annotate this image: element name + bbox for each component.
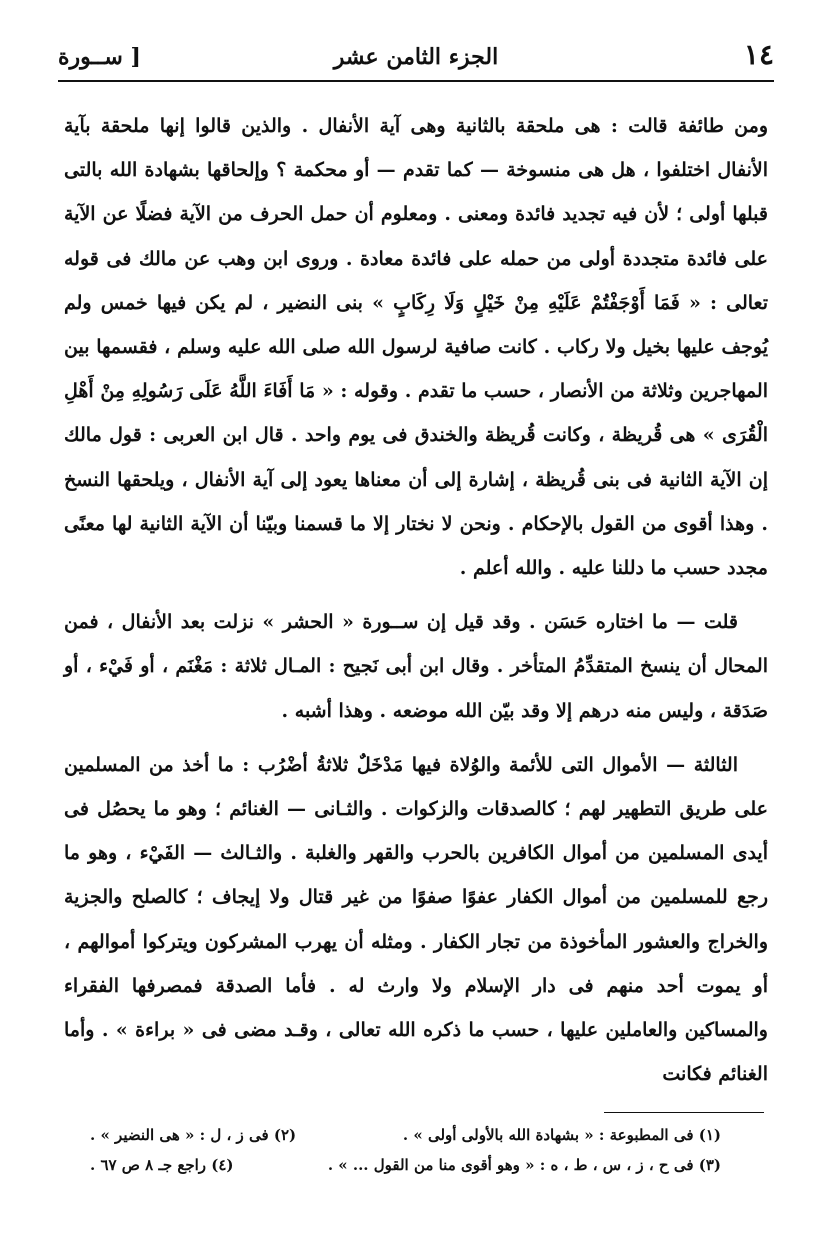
header-rule bbox=[58, 80, 774, 82]
footnotes bbox=[90, 1120, 721, 1180]
footnote-3: (٣) فى ح ، ز ، س ، ط ، ه : « وهو أقوى منا من القول ... » . bbox=[327, 1156, 721, 1174]
main-text bbox=[64, 104, 768, 1096]
footnote-1: (١) فى المطبوعة : « بشهادة الله بالأولى أولى » . bbox=[402, 1126, 721, 1144]
footnote-2: (٢) فى ز ، ل : « هى النضير » . bbox=[90, 1126, 297, 1144]
surah-label: [ ســورة bbox=[58, 44, 141, 70]
footnote-row-2 bbox=[90, 1150, 721, 1180]
paragraph-3: الثالثة — الأموال التى للأئمة والوُلاة فيها مَدْخَلٌ ثلاثةُ أضْرُب : ما أخذ من المسلمين على طريق التطهير لهم ؛ كالصدقات والزكوات . والثـانى — الغنائم ؛ وهو ما يحصُل فى أيدى المسلمين من أموال الكافرين بالحرب والقهر والغلبة . والثـالث — الفَيْء ، وهو ما رجع للمسلمين من أموال الكفار عفوًا صفوًا من غير قتال ولا إيجاف ؛ كالصلح والجزية والخراج والعشور المأخوذة من تجار الكفار . ومثله أن يهرب المشركون ويتركوا أموالهم ، أو يموت أحد منهم فى دار الإسلام ولا وارث له . فأما الصدقة فمصرفها الفقراء والمساكين والعاملين عليها ، حسب ما ذكره الله تعالى ، وقـد مضى فى « براءة » . وأما الغنائم فكانت bbox=[64, 753, 768, 1086]
page-number: ١٤ bbox=[743, 38, 774, 71]
page-header bbox=[58, 38, 774, 78]
paragraph-2: قلت — ما اختاره حَسَن . وقد قيل إن ســورة « الحشر » نزلت بعد الأنفال ، فمن المحال أن ينسخ المتقدِّمُ المتأخر . وقال ابن أبى نَجيح : المـال ثلاثة : مَغْنَم ، أو فَيْء ، أو صَدَقة ، وليس منه درهم إلا وقد بيّن الله موضعه . وهذا أشبه . bbox=[64, 611, 768, 722]
running-title: الجزء الثامن عشر bbox=[333, 44, 499, 70]
footnote-rule bbox=[604, 1112, 764, 1113]
footnote-row-1 bbox=[90, 1120, 721, 1150]
paragraph-1: ومن طائفة قالت : هى ملحقة بالثانية وهى آية الأنفال . والذين قالوا إنها ملحقة بآية الأنفال اختلفوا ، هل هى منسوخة — كما تقدم — أو محكمة ؟ وإلحاقها بشهادة الله بالتى قبلها أولى ؛ لأن فيه تجديد فائدة ومعنى . ومعلوم أن حمل الحرف من الآية فضلًا عن الآية على فائدة متجددة أولى من حمله على فائدة معادة . وروى ابن وهب عن مالك فى قوله تعالى : « فَمَا أَوْجَفْتُمْ عَلَيْهِ مِنْ خَيْلٍ وَلَا رِكَابٍ » بنى النضير ، لم يكن فيها خمس ولم يُوجف عليها بخيل ولا ركاب . كانت صافية لرسول الله صلى الله عليه وسلم ، فقسمها بين المهاجرين وثلاثة من الأنصار ، حسب ما تقدم . وقوله : « مَا أَفَاءَ اللَّهُ عَلَى رَسُولِهِ مِنْ أَهْلِ الْقُرَى » هى قُريظة ، وكانت قُريظة والخندق فى يوم واحد . قال ابن العربى : قول مالك إن الآية الثانية فى بنى قُريظة ، إشارة إلى أن معناها يعود إلى آية الأنفال ، ويلحقها النسخ . وهذا أقوى من القول بالإحكام . ونحن لا نختار إلا ما قسمنا وبيّنا أن الآية الثانية لها معنًى مجدد حسب ما دللنا عليه . والله أعلم . bbox=[64, 115, 768, 580]
footnote-4: (٤) راجع جـ ٨ ص ٦٧ . bbox=[90, 1156, 234, 1174]
